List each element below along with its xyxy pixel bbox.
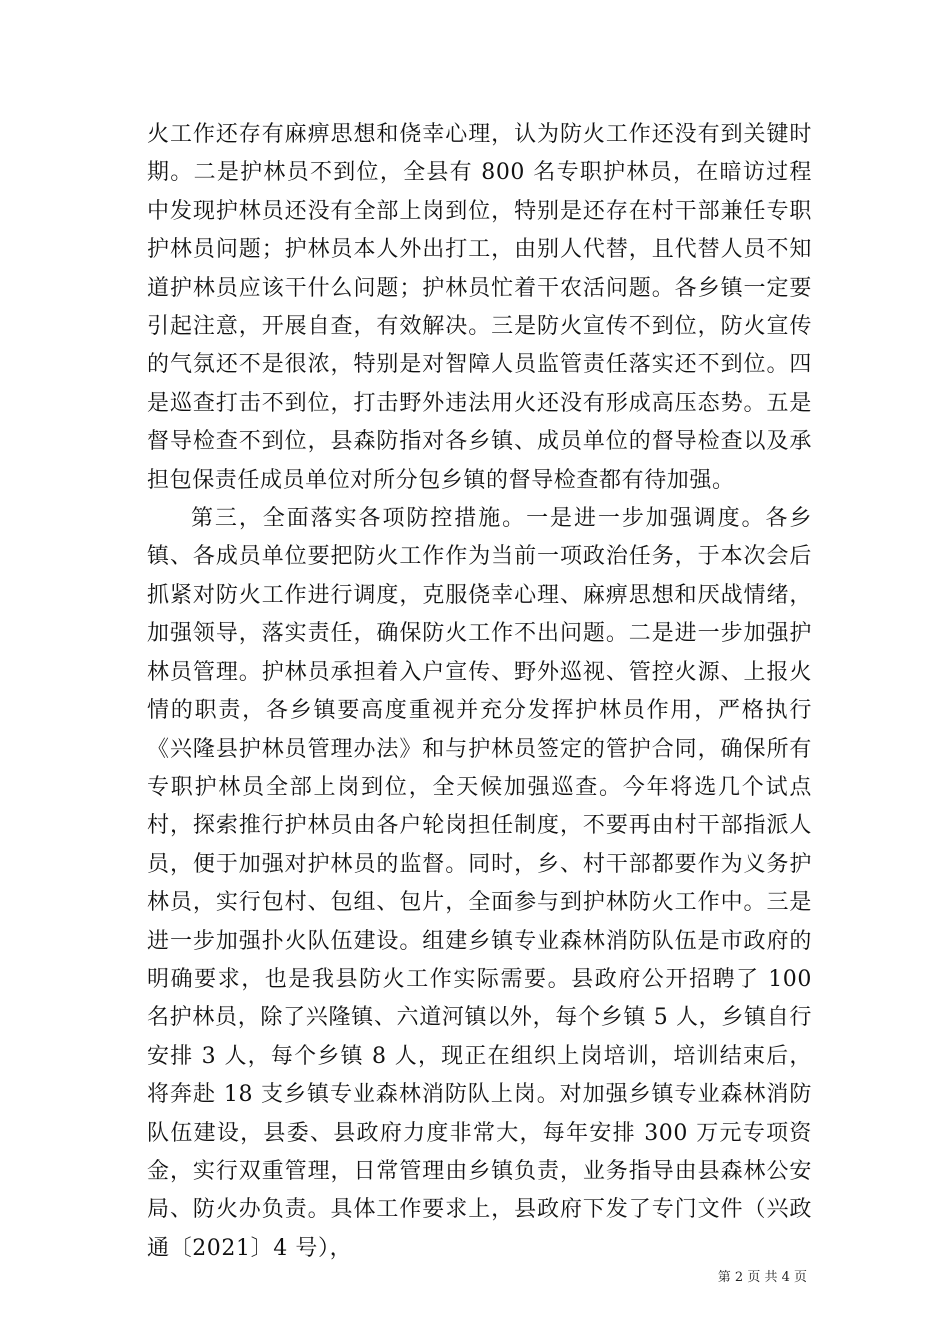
page-number-footer: 第 2 页 共 4 页 [717, 1270, 807, 1285]
paragraph-third-measures: 第三，全面落实各项防控措施。一是进一步加强调度。各乡镇、各成员单位要把防火工作作为当前一项政治任务，于本次会后抓紧对防火工作进行调度，克服侥幸心理、麻痹思想和厌战情绪，加强领导，落实责任，确保防火工作不出问题。二是进一步加强护林员管理。护林员承担着入户宣传、野外巡视、管控火源、上报火情的职责，各乡镇要高度重视并充分发挥护林员作用，严格执行《兴隆县护林员管理办法》和与护林员签定的管护合同，确保所有专职护林员全部上岗到位，全天候加强巡查。今年将选几个试点村，探索推行护林员由各户轮岗担任制度，不要再由村干部指派人员，便于加强对护林员的监督。同时，乡、村干部都要作为义务护林员，实行包村、包组、包片，全面参与到护林防火工作中。三是进一步加强扑火队伍建设。组建乡镇专业森林消防队伍是市政府的明确要求，也是我县防火工作实际需要。县政府公开招聘了 100 名护林员，除了兴隆镇、六道河镇以外，每个乡镇 5 人，乡镇自行安排 3 人，每个乡镇 8 人，现正在组织上岗培训，培训结束后，将奔赴 18 支乡镇专业森林消防队上岗。对加强乡镇专业森林消防队伍建设，县委、县政府力度非常大，每年安排 300 万元专项资金，实行双重管理，日常管理由乡镇负责，业务指导由县森林公安局、防火办负责。具体工作要求上，县政府下发了专门文件（兴政通〔2021〕4 号）， [147, 506, 812, 1261]
document-body [147, 116, 812, 1268]
paragraph-continuation: 火工作还存有麻痹思想和侥幸心理，认为防火工作还没有到关键时期。二是护林员不到位，全县有 800 名专职护林员，在暗访过程中发现护林员还没有全部上岗到位，特别是还存在村干部兼任专职护林员问题；护林员本人外出打工，由别人代替，且代替人员不知道护林员应该干什么问题；护林员忙着干农活问题。各乡镇一定要引起注意，开展自查，有效解决。三是防火宣传不到位，防火宣传的气氛还不是很浓，特别是对智障人员监管责任落实还不到位。四是巡查打击不到位，打击野外违法用火还没有形成高压态势。五是督导检查不到位，县森防指对各乡镇、成员单位的督导检查以及承担包保责任成员单位对所分包乡镇的督导检查都有待加强。 [147, 122, 812, 493]
